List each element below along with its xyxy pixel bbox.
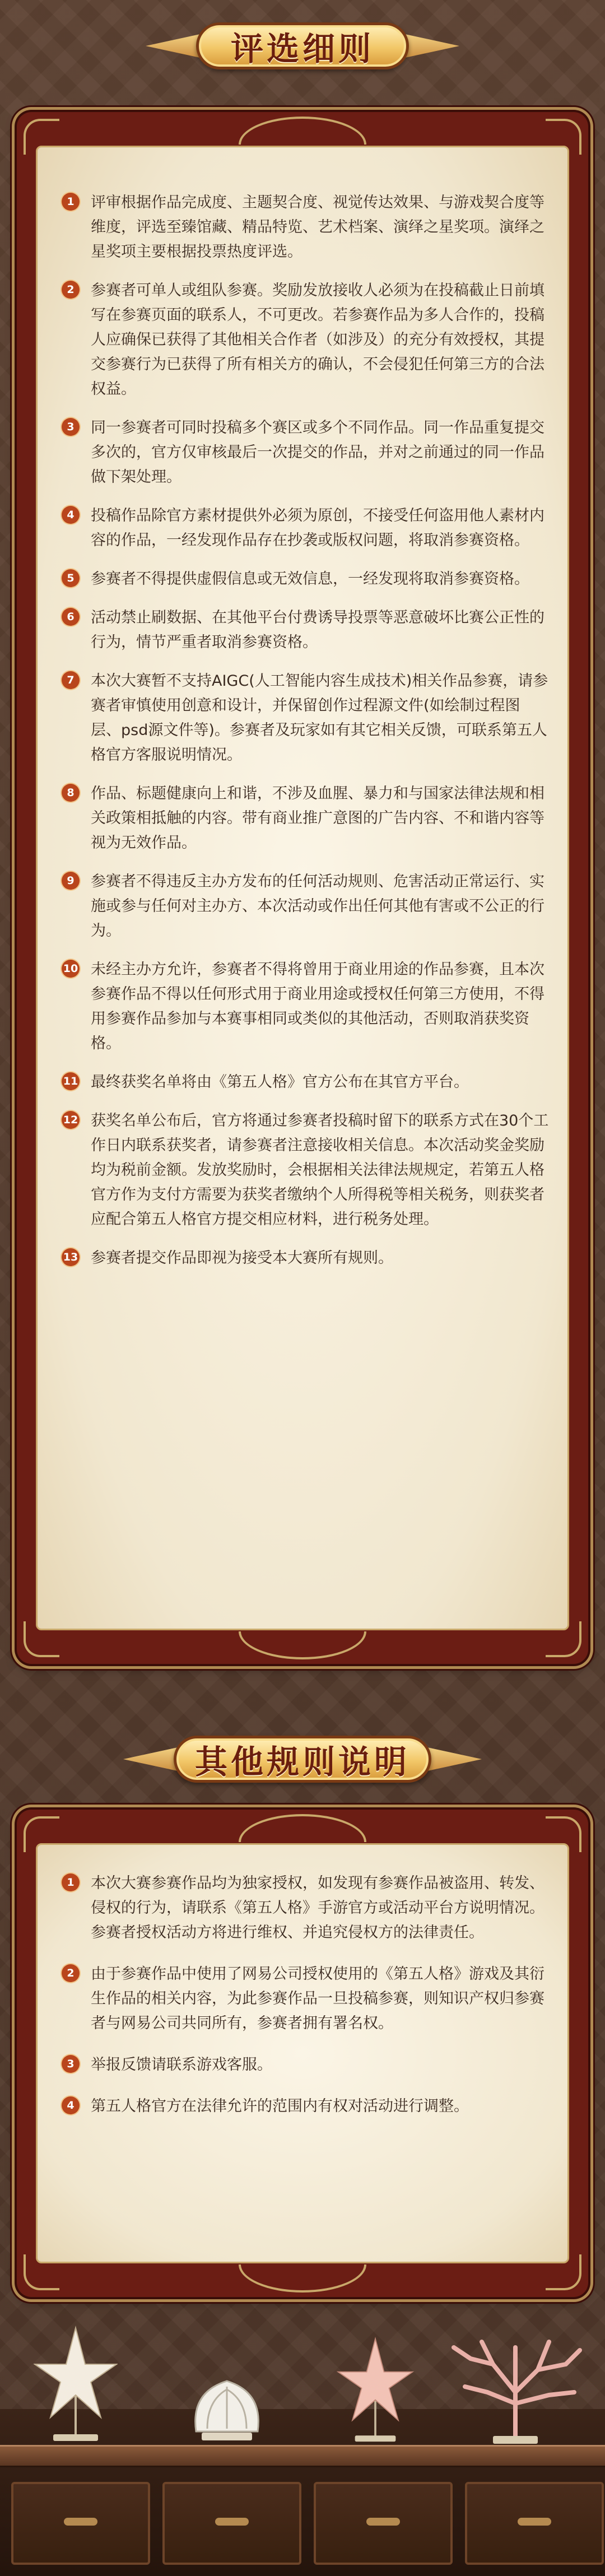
rule-item — [62, 504, 549, 553]
section2-title: 其他规则说明 — [194, 1743, 410, 1781]
rule-item — [62, 782, 549, 855]
other-rules-panel — [17, 1810, 588, 2297]
rule-number-badge: 1 — [62, 193, 80, 211]
rule-number-badge: 1 — [62, 1873, 80, 1891]
rule-item — [62, 278, 549, 402]
drawer — [314, 2482, 453, 2565]
rule-text: 未经主办方允许，参赛者不得将曾用于商业用途的作品参赛，且本次参赛作品不得以任何形式用于商业用途或授权任何第三方使用，不得用参赛作品参加与本赛事相同或类似的其他活动，否则取消获奖资格。 — [91, 961, 544, 1052]
shelf-plank — [0, 2445, 605, 2467]
rule-item — [62, 957, 549, 1056]
other-rules-list — [62, 1871, 549, 2136]
rule-text: 参赛者不得提供虚假信息或无效信息，一经发现将取消参赛资格。 — [91, 570, 529, 588]
rule-text: 第五人格官方在法律允许的范围内有权对活动进行调整。 — [91, 2098, 469, 2115]
rule-item — [62, 567, 549, 592]
rule-item — [62, 2053, 549, 2077]
drawer — [465, 2482, 604, 2565]
rule-text: 由于参赛作品中使用了网易公司授权使用的《第五人格》游戏及其衍生作品的相关内容，为此参赛作品一旦投稿参赛，则知识产权归参赛者与网易公司共同所有，参赛者拥有署名权。 — [91, 1965, 544, 2032]
rule-text: 本次大赛参赛作品均为独家授权，如发现有参赛作品被盗用、转发、侵权的行为，请联系《第五人格》手游官方或活动平台方说明情况。参赛者授权活动方将进行维权、并追究侵权方的法律责任。 — [91, 1875, 544, 1941]
starfish-icon — [34, 2325, 118, 2448]
drawer-handle — [518, 2518, 551, 2526]
coral-icon — [443, 2325, 588, 2448]
rule-item — [62, 1962, 549, 2036]
rule-item — [62, 869, 549, 943]
rule-item — [62, 1871, 549, 1945]
rule-number-badge: 2 — [62, 1964, 80, 1982]
section1-title: 评选细则 — [230, 30, 374, 68]
rule-text: 评审根据作品完成度、主题契合度、视觉传达效果、与游戏契合度等维度，评选至臻馆藏、精品特览、艺术档案、演绎之星奖项。演绎之星奖项主要根据投票热度评选。 — [91, 194, 544, 261]
rule-text: 投稿作品除官方素材提供外必须为原创，不接受任何盗用他人素材内容的作品，一经发现作品存在抄袭或版权问题，将取消参赛资格。 — [91, 507, 544, 549]
rule-number-badge: 2 — [62, 281, 80, 299]
drawer — [162, 2482, 301, 2565]
rule-item — [62, 1109, 549, 1232]
rule-number-badge: 7 — [62, 671, 80, 689]
drawer — [11, 2482, 150, 2565]
rule-item — [62, 190, 549, 264]
rule-text: 同一参赛者可同时投稿多个赛区或多个不同作品。同一作品重复提交多次的，官方仅审核最后一次提交的作品，并对之前通过的同一作品做下架处理。 — [91, 419, 544, 486]
frame-crest-ornament — [239, 117, 366, 145]
rule-number-badge: 10 — [62, 960, 80, 978]
rule-number-badge: 4 — [62, 506, 80, 524]
rule-number-badge: 9 — [62, 872, 80, 890]
rule-text: 最终获奖名单将由《第五人格》官方公布在其官方平台。 — [91, 1073, 469, 1091]
rule-text: 参赛者提交作品即视为接受本大赛所有规则。 — [91, 1249, 393, 1267]
rule-number-badge: 11 — [62, 1072, 80, 1090]
rule-number-badge: 8 — [62, 784, 80, 802]
starfish-icon — [336, 2336, 415, 2448]
section1-banner — [146, 12, 459, 80]
rule-item — [62, 416, 549, 490]
rule-number-badge: 4 — [62, 2096, 80, 2114]
rule-item — [62, 606, 549, 655]
frame-crest-ornament — [239, 2265, 366, 2293]
rule-number-badge: 3 — [62, 418, 80, 436]
rule-number-badge: 6 — [62, 608, 80, 626]
rule-item — [62, 1070, 549, 1095]
seashell-icon — [185, 2370, 269, 2448]
rule-text: 参赛者可单人或组队参赛。奖励发放接收人必须为在投稿截止日前填写在参赛页面的联系人，不可更改。若参赛作品为多人合作的，投稿人应确保已获得了其他相关合作者（如涉及）的充分有效授权，其提交参赛行为已获得了所有相关方的确认，不会侵犯任何第三方的合法权益。 — [91, 282, 544, 398]
rule-text: 活动禁止刷数据、在其他平台付费诱导投票等恶意破坏比赛公正性的行为，情节严重者取消参赛资格。 — [91, 609, 544, 651]
rule-item — [62, 669, 549, 768]
rule-text: 本次大赛暂不支持AIGC(人工智能内容生成技术)相关作品参赛，请参赛者审慎使用创意和设计，并保留创作过程源文件(如绘制过程图层、psd源文件等)。参赛者及玩家如有其它相关反馈，可联系第五人格官方客服说明情况。 — [91, 672, 548, 764]
drawer-handle — [64, 2518, 97, 2526]
section2-banner — [123, 1726, 482, 1793]
drawer-handle — [366, 2518, 400, 2526]
rule-item — [62, 2094, 549, 2119]
rule-number-badge: 12 — [62, 1111, 80, 1129]
rule-number-badge: 5 — [62, 569, 80, 587]
rules-panel — [17, 112, 588, 1664]
rule-text: 举报反馈请联系游戏客服。 — [91, 2056, 272, 2073]
rules-list — [62, 190, 549, 1285]
frame-crest-ornament — [239, 1814, 366, 1842]
frame-crest-ornament — [239, 1631, 366, 1659]
rule-text: 获奖名单公布后，官方将通过参赛者投稿时留下的联系方式在30个工作日内联系获奖者，请参赛者注意接收相关信息。本次活动奖金奖励均为税前金额。发放奖励时，会根据相关法律法规规定，若第五人格官方作为支付方需要为获奖者缴纳个人所得税等相关税务，则获奖者应配合第五人格官方提交相应材料，进行税务处理。 — [91, 1112, 549, 1228]
rule-text: 作品、标题健康向上和谐，不涉及血腥、暴力和与国家法律法规和相关政策相抵触的内容。带有商业推广意图的广告内容、不和谐内容等视为无效作品。 — [91, 785, 544, 852]
rule-item — [62, 1246, 549, 1271]
rule-number-badge: 13 — [62, 1248, 80, 1266]
rule-number-badge: 3 — [62, 2055, 80, 2073]
drawer-handle — [215, 2518, 249, 2526]
rule-text: 参赛者不得违反主办方发布的任何活动规则、危害活动正常运行、实施或参与任何对主办方、本次活动或作出任何其他有害或不公正的行为。 — [91, 873, 544, 940]
